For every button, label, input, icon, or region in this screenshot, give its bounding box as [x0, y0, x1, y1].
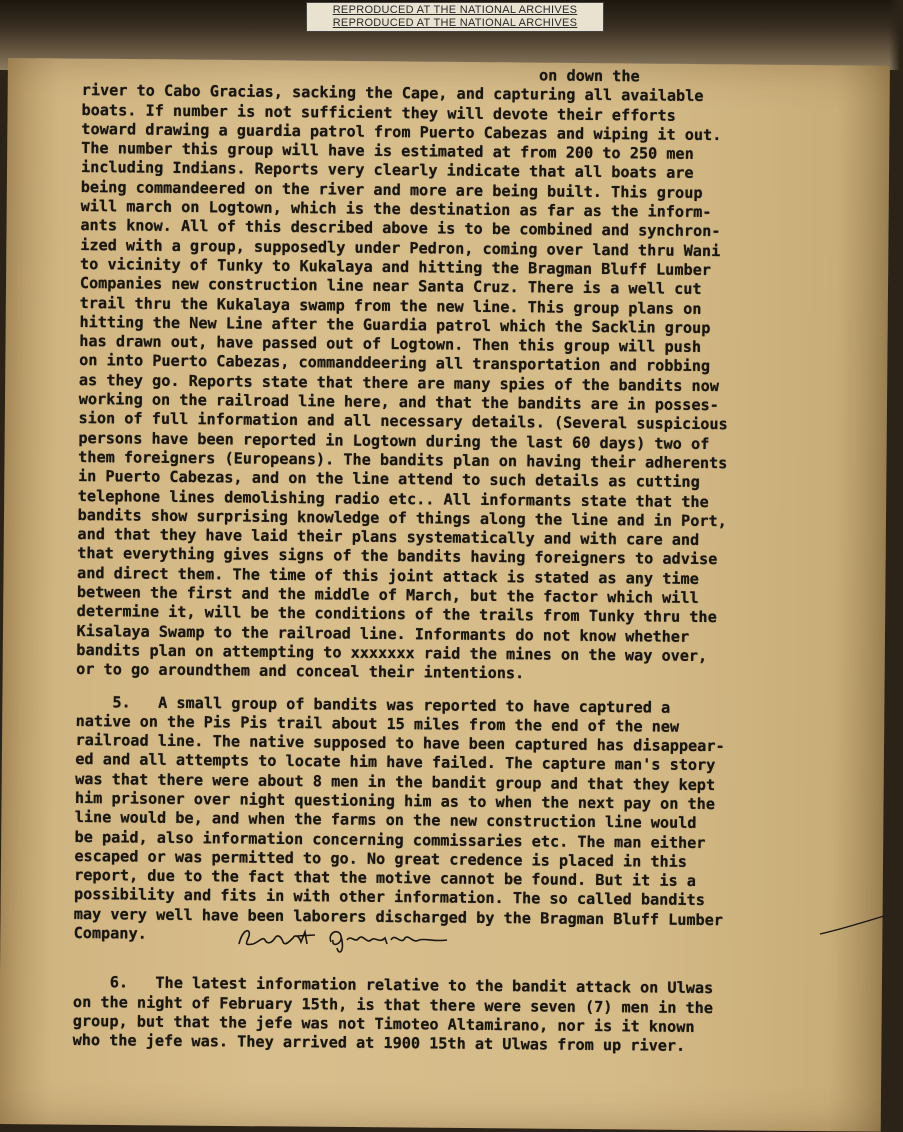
text-line: or to go aroundthem and conceal their intentions.	[76, 660, 525, 683]
text-line: and direct them. The time of this joint attack is stated as any time	[77, 563, 699, 588]
text-line: boats. If number is not sufficient they will devote their efforts	[81, 100, 676, 125]
text-line: toward drawing a guardia patrol from Puerto Cabezas and wiping it out.	[81, 119, 722, 145]
text-line: 6. The latest information relative to the bandit attack on Ulwas	[73, 973, 714, 998]
text-line: possibility and fits in with other information. The so called bandits	[73, 885, 705, 910]
text-line: on the night of February 15th, is that there were seven (7) men in the	[72, 992, 714, 1017]
text-line: between the first and the middle of March, but the factor which will	[76, 582, 699, 607]
text-line: to vicinity of Tunky to Kukalaya and hitting the Bragman Bluff Lumber	[79, 254, 712, 280]
text-line: determine it, will be the conditions of the trails from Tunky thru the	[76, 602, 717, 627]
text-line: river to Cabo Gracias, sacking the Cape, and capturing all available	[81, 81, 704, 106]
text-line: ized with a group, supposedly under Pedron, coming over land thru Wani	[80, 235, 721, 260]
paragraph-5	[74, 692, 886, 951]
text-line: report, due to the fact that the motive cannot be found. But it is a	[74, 866, 697, 891]
text-line: native on the Pis Pis trail about 15 miles from the end of the new	[75, 711, 680, 736]
text-line: Company.	[73, 924, 147, 943]
text-line: was that there were about 8 men in the bandit group and that they kept	[75, 769, 716, 794]
paragraph-6	[73, 973, 884, 1058]
text-line: that everything gives signs of the bandits having foreigners to advise	[77, 544, 718, 569]
text-line: working on the railroad line here, and that the bandits are in posses-	[78, 390, 719, 415]
text-line: The number this group will have is estimated at from 200 to 250 men	[81, 139, 694, 164]
text-line: in Puerto Cabezas, and on the line attend to such details as cutting	[77, 467, 700, 492]
text-line: has drawn out, have passed out of Logtown. Then this group will push	[79, 332, 702, 357]
stamp-line-2: REPRODUCED AT THE NATIONAL ARCHIVES	[332, 17, 578, 29]
paragraph-continuation	[76, 62, 892, 687]
text-line: ed and all attempts to locate him have failed. The capture man's story	[75, 750, 716, 775]
text-line: them foreigners (Europeans). The bandits plan on having their adherents	[78, 447, 728, 473]
text-line: line would be, and when the farms on the new construction line would	[74, 808, 697, 833]
text-line: railroad line. The native supposed to have been captured has disappear-	[75, 731, 725, 756]
text-line: telephone lines demolishing radio etc.. All informants state that the	[77, 486, 709, 511]
pen-mark	[818, 908, 888, 938]
text-line: on into Puerto Cabezas, commanddeering all transportation and robbing	[79, 351, 711, 376]
text-line: as they go. Reports state that there are many spies of the bandits now	[78, 370, 720, 395]
text-line: escaped or was permitted to go. No great credence is placed in this	[74, 846, 688, 871]
text-line: including Indians. Reports very clearly indicate that all boats are	[80, 158, 694, 183]
text-line: Companies new construction line near Santa Cruz. There is a well cut	[79, 274, 702, 299]
text-line: on down the	[81, 62, 640, 86]
text-line: ants know. All of this described above is to be combined and synchron-	[80, 216, 721, 241]
stamp-line-1: REPRODUCED AT THE NATIONAL ARCHIVES	[332, 4, 578, 16]
text-line: trail thru the Kukalaya swamp from the new line. This group plans on	[79, 293, 702, 318]
document-body	[73, 62, 892, 1058]
handwritten-note-text: Bandit Operation	[235, 954, 255, 956]
text-line: Kisalaya Swamp to the railroad line. Informants do not know whether	[76, 621, 690, 646]
text-line: hitting the New Line after the Guardia patrol which the Sacklin group	[79, 312, 711, 337]
text-line: bandits show surprising knowledge of things along the line and in Port,	[77, 505, 727, 531]
scan-right-edge	[889, 0, 903, 1124]
text-line: group, but that the jefe was not Timoteo Altamirano, nor is it known	[72, 1011, 695, 1036]
text-line: bandits plan on attempting to xxxxxxx raid the mines on the way over,	[76, 640, 708, 665]
handwritten-note	[235, 922, 475, 956]
text-line: will march on Logtown, which is the destination as far as the inform-	[80, 197, 712, 222]
text-line: him prisoner over night questioning him as to when the next pay on the	[74, 788, 716, 814]
text-line: and that they have laid their plans systematically and with care and	[77, 525, 700, 550]
text-line: who the jefe was. They arrived at 1900 15th at Ulwas from up river.	[72, 1031, 686, 1056]
text-line: may very well have been laborers discharged by the Bragman Bluff Lumber	[73, 904, 724, 929]
text-line: being commandeered on the river and more are being built. This group	[80, 177, 703, 202]
text-line: be paid, also information concerning commissaries etc. The man either	[74, 827, 706, 852]
archives-stamp	[306, 2, 604, 32]
text-line: sion of full information and all necessary details. (Several suspicious	[78, 409, 728, 434]
text-line: 5. A small group of bandits was reported to have captured a	[75, 692, 671, 717]
text-line: persons have been reported in Logtown during the last 60 days) two of	[78, 428, 710, 453]
